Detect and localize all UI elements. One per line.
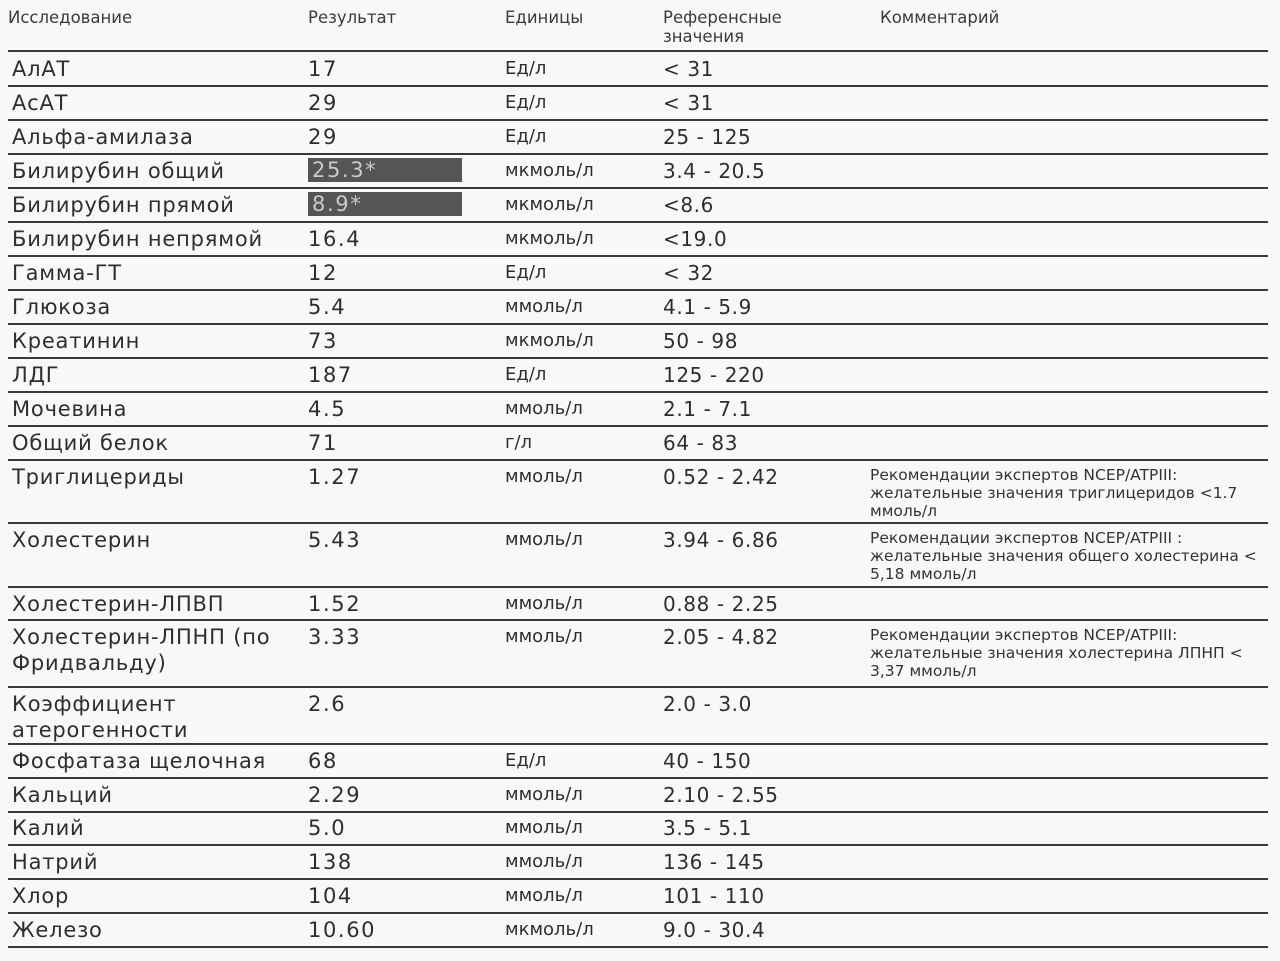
reference-range: 2.0 - 3.0: [663, 692, 752, 716]
table-row: [8, 811, 1268, 846]
units-value: ммоль/л: [505, 593, 583, 614]
result-value: 1.52: [308, 592, 362, 616]
table-row: [8, 290, 1268, 325]
table-row: [8, 188, 1268, 223]
reference-range: 3.94 - 6.86: [663, 528, 779, 552]
result-value: 138: [308, 850, 353, 874]
test-name: Холестерин: [12, 528, 151, 552]
reference-range: 64 - 83: [663, 431, 739, 455]
test-name: Альфа-амилаза: [12, 125, 194, 149]
result-value-flagged: 8.9*: [308, 192, 462, 216]
header-units: Единицы: [505, 8, 584, 27]
result-value: 5.4: [308, 295, 347, 319]
header-reference: Референсные значения: [663, 8, 782, 46]
reference-range: 4.1 - 5.9: [663, 295, 752, 319]
test-name: Фосфатаза щелочная: [12, 749, 267, 773]
test-name: Натрий: [12, 850, 99, 874]
result-value: 12: [308, 261, 338, 285]
units-value: мкмоль/л: [505, 228, 594, 249]
comment-text: Рекомендации экспертов NCEP/ATPIII : желательные значения общего холестерина < 5,18 ммоль/л: [870, 529, 1257, 583]
header-comment: Комментарий: [880, 8, 1000, 27]
test-name: Мочевина: [12, 397, 128, 421]
table-row: [8, 392, 1268, 427]
reference-range: < 31: [663, 91, 714, 115]
result-value: 71: [308, 431, 338, 455]
test-name: АлАТ: [12, 57, 71, 81]
units-value: мкмоль/л: [505, 160, 594, 181]
test-name: Креатинин: [12, 329, 141, 353]
comment-text: Рекомендации экспертов NCEP/ATPIII: желательные значения холестерина ЛПНП < 3,37 ммоль/л: [870, 626, 1243, 680]
reference-range: 2.05 - 4.82: [663, 625, 779, 649]
reference-range: 136 - 145: [663, 850, 765, 874]
table-row: [8, 778, 1268, 813]
reference-range: 0.88 - 2.25: [663, 592, 779, 616]
table-row: [8, 620, 1268, 688]
test-name: Калий: [12, 816, 85, 840]
units-value: мкмоль/л: [505, 330, 594, 351]
reference-range: < 32: [663, 261, 714, 285]
test-name: Железо: [12, 918, 103, 942]
table-row: [8, 86, 1268, 121]
test-name: Триглицериды: [12, 465, 185, 489]
table-row: [8, 52, 1268, 87]
units-value: Ед/л: [505, 92, 547, 113]
result-value: 5.43: [308, 528, 362, 552]
reference-range: 0.52 - 2.42: [663, 465, 779, 489]
table-row: [8, 845, 1268, 880]
test-name: Коэффициент атерогенности: [12, 692, 189, 742]
result-value: 17: [308, 57, 338, 81]
reference-range: 25 - 125: [663, 125, 752, 149]
units-value: ммоль/л: [505, 851, 583, 872]
table-row: [8, 879, 1268, 914]
reference-range: 3.4 - 20.5: [663, 159, 766, 183]
reference-range: 50 - 98: [663, 329, 739, 353]
result-value: 16.4: [308, 227, 362, 251]
test-name: Общий белок: [12, 431, 169, 455]
test-name: Кальций: [12, 783, 113, 807]
units-value: ммоль/л: [505, 529, 583, 550]
table-row: [8, 744, 1268, 779]
test-name: Билирубин непрямой: [12, 227, 263, 251]
table-row: [8, 358, 1268, 393]
header-result: Результат: [308, 8, 397, 27]
result-value: 4.5: [308, 397, 347, 421]
result-value: 10.60: [308, 918, 377, 942]
table-row: [8, 460, 1268, 524]
table-row: [8, 587, 1268, 621]
units-value: ммоль/л: [505, 784, 583, 805]
table-row: [8, 256, 1268, 291]
test-name: Билирубин прямой: [12, 193, 235, 217]
units-value: г/л: [505, 432, 533, 453]
table-row: [8, 222, 1268, 257]
reference-range: <19.0: [663, 227, 728, 251]
table-row: [8, 523, 1268, 588]
test-name: Холестерин-ЛПНП (по Фридвальду): [12, 625, 271, 675]
reference-range: 40 - 150: [663, 749, 752, 773]
units-value: ммоль/л: [505, 466, 583, 487]
units-value: ммоль/л: [505, 885, 583, 906]
test-name: Гамма-ГТ: [12, 261, 122, 285]
result-value: 2.6: [308, 692, 347, 716]
units-value: ммоль/л: [505, 626, 583, 647]
result-value: 187: [308, 363, 353, 387]
table-row: [8, 426, 1268, 461]
comment-text: Рекомендации экспертов NCEP/ATPIII: желательные значения триглицеридов <1.7 ммоль/л: [870, 466, 1238, 520]
test-name: АсАТ: [12, 91, 69, 115]
result-value: 2.29: [308, 783, 362, 807]
units-value: ммоль/л: [505, 398, 583, 419]
result-value: 68: [308, 749, 338, 773]
table-row: [8, 154, 1268, 189]
table-header: [8, 0, 1268, 52]
reference-range: 9.0 - 30.4: [663, 918, 766, 942]
test-name: Глюкоза: [12, 295, 112, 319]
result-value: 73: [308, 329, 338, 353]
result-value: 29: [308, 91, 338, 115]
test-name: ЛДГ: [12, 363, 60, 387]
units-value: ммоль/л: [505, 817, 583, 838]
reference-range: < 31: [663, 57, 714, 81]
table-row: [8, 120, 1268, 155]
table-row: [8, 687, 1268, 745]
result-value: 29: [308, 125, 338, 149]
units-value: Ед/л: [505, 364, 547, 385]
header-test: Исследование: [8, 8, 133, 27]
reference-range: 125 - 220: [663, 363, 765, 387]
test-name: Хлор: [12, 884, 70, 908]
table-row: [8, 913, 1268, 948]
units-value: Ед/л: [505, 750, 547, 771]
test-name: Холестерин-ЛПВП: [12, 592, 225, 616]
units-value: Ед/л: [505, 58, 547, 79]
result-value: 5.0: [308, 816, 347, 840]
result-value: 3.33: [308, 625, 362, 649]
result-value-flagged: 25.3*: [308, 158, 462, 182]
reference-range: 3.5 - 5.1: [663, 816, 752, 840]
test-name: Билирубин общий: [12, 159, 225, 183]
result-value: 104: [308, 884, 353, 908]
result-value: 1.27: [308, 465, 362, 489]
units-value: Ед/л: [505, 126, 547, 147]
units-value: мкмоль/л: [505, 194, 594, 215]
reference-range: 2.10 - 2.55: [663, 783, 779, 807]
table-row: [8, 324, 1268, 359]
reference-range: 101 - 110: [663, 884, 765, 908]
reference-range: 2.1 - 7.1: [663, 397, 752, 421]
units-value: Ед/л: [505, 262, 547, 283]
units-value: ммоль/л: [505, 296, 583, 317]
reference-range: <8.6: [663, 193, 714, 217]
units-value: мкмоль/л: [505, 919, 594, 940]
